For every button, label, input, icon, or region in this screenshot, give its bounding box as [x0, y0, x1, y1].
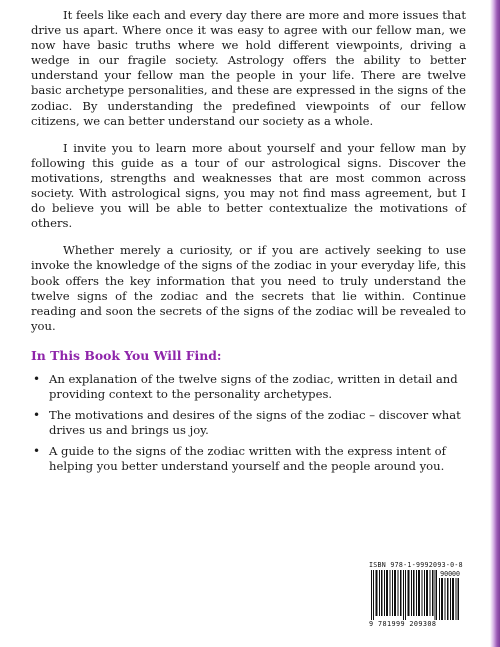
isbn-label: ISBN 978-1-9992093-0-8: [369, 561, 463, 569]
feature-list: [31, 372, 466, 475]
bullet-icon: •: [33, 408, 41, 423]
list-item: [31, 444, 466, 474]
section-heading: In This Book You Will Find:: [31, 347, 222, 363]
barcode-digits: 9 781999 209308: [369, 620, 437, 628]
barcode-icon: [371, 570, 437, 620]
list-item-text: The motivations and desires of the signs of the zodiac – discover what drives us and brings us joy.: [49, 408, 461, 438]
list-item: [31, 408, 466, 438]
bullet-icon: •: [33, 444, 41, 459]
back-cover-text: [31, 8, 466, 480]
price-code: 90000: [440, 570, 460, 578]
isbn-barcode: [367, 561, 462, 629]
price-barcode-icon: [439, 578, 459, 620]
purple-edge-stripe: [490, 0, 500, 647]
intro-paragraph-1: It feels like each and every day there are more and more issues that drive us apart. Where once it was easy to agree with our fellow man, we now have basic truths where we hold different viewpoints, driving a wedge in our fragile society. Astrology offers the ability to better understand your fellow man the people in your life. There are twelve basic archetype personalities, and these are expressed in the signs of the zodiac. By understanding the predefined viewpoints of our fellow citizens, we can better understand our society as a whole.: [31, 8, 466, 128]
list-item-text: An explanation of the twelve signs of the zodiac, written in detail and providing context to the personality archetypes.: [49, 371, 458, 401]
intro-paragraph-3: Whether merely a curiosity, or if you are actively seeking to use invoke the knowledge of the signs of the zodiac in your everyday life, this book offers the key information that you need to truly understand the twelve signs of the zodiac and the secrets that lie within. Continue reading and soon the secrets of the signs of the zodiac will be revealed to you.: [31, 243, 466, 333]
list-item-text: A guide to the signs of the zodiac written with the express intent of helping you better understand yourself and the people around you.: [49, 444, 446, 474]
list-item: [31, 372, 466, 402]
intro-paragraph-2: I invite you to learn more about yourself and your fellow man by following this guide as a tour of our astrological signs. Discover the motivations, strengths and weaknesses that are most common across society. With astrological signs, you may not find mass agreement, but I do believe you will be able to better contextualize the motivations of others.: [31, 140, 466, 231]
bullet-icon: •: [33, 371, 41, 386]
